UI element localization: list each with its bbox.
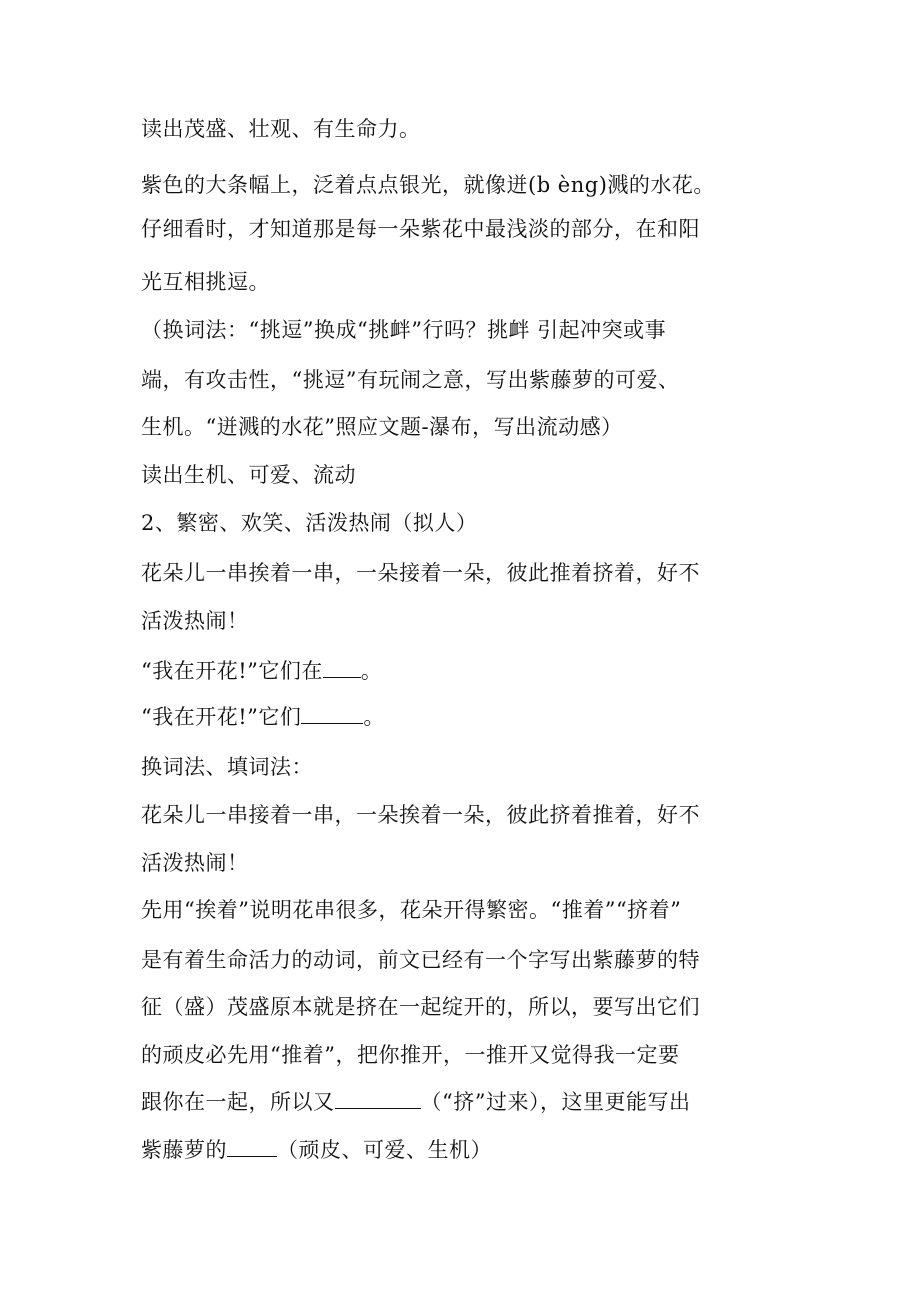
text-segment: 跟你在一起，所以又 (141, 1090, 335, 1114)
text-line: 活泼热闹！ (141, 609, 249, 633)
text-line: 的顽皮必先用“推着”，把你推开，一推开又觉得我一定要 (141, 1043, 680, 1067)
text-line: 紫色的大条幅上，泛着点点银光，就像迸(b èng)溅的水花。 (141, 173, 715, 197)
text-line: （换词法：“挑逗”换成“挑衅”行吗？挑衅 引起冲突或事 (141, 318, 667, 342)
text-line: 光互相挑逗。 (141, 270, 270, 294)
text-line: 仔细看时，才知道那是每一朵紫花中最浅淡的部分，在和阳 (141, 217, 700, 241)
fill-in-line (141, 700, 801, 734)
text-line: 花朵儿一串接着一串，一朵挨着一朵，彼此挤着推着，好不 (141, 803, 700, 827)
text-segment: “我在开花!”它们 (141, 705, 302, 729)
text-line: 活泼热闹！ (141, 851, 249, 875)
text-segment: （顽皮、可爱、生机） (277, 1138, 492, 1162)
text-segment: 紫藤萝的 (141, 1138, 227, 1162)
text-line: 生机。“迸溅的水花”照应文题-瀑布，写出流动感） (141, 415, 623, 439)
text-line: 先用“挨着”说明花串很多，花朵开得繁密。“推着”“挤着” (141, 898, 682, 922)
text-segment: 。 (363, 705, 385, 729)
fill-in-line (141, 1085, 801, 1119)
text-line: 换词法、填词法： (141, 755, 313, 779)
fill-in-line (141, 1133, 801, 1167)
text-line: 端，有攻击性，“挑逗”有玩闹之意，写出紫藤萝的可爱、 (141, 368, 680, 392)
text-line: 2、繁密、欢笑、活泼热闹（拟人） (141, 511, 478, 535)
text-line: 征（盛）茂盛原本就是挤在一起绽开的，所以，要写出它们 (141, 995, 700, 1019)
text-line: 是有着生命活力的动词，前文已经有一个字写出紫藤萝的特 (141, 948, 700, 972)
answer-blank (301, 703, 363, 724)
answer-blank (227, 1136, 277, 1157)
answer-blank (335, 1088, 421, 1109)
text-line: 读出茂盛、壮观、有生命力。 (141, 117, 421, 141)
answer-blank (323, 657, 361, 678)
text-line: 花朵儿一串挨着一串，一朵接着一朵，彼此推着挤着，好不 (141, 561, 700, 585)
fill-in-line (141, 654, 801, 688)
text-segment: 。 (360, 659, 383, 683)
text-segment: “我在开花!”它们在 (141, 659, 323, 683)
text-line: 读出生机、可爱、流动 (141, 463, 356, 487)
text-segment: （“挤”过来），这里更能写出 (420, 1090, 691, 1114)
